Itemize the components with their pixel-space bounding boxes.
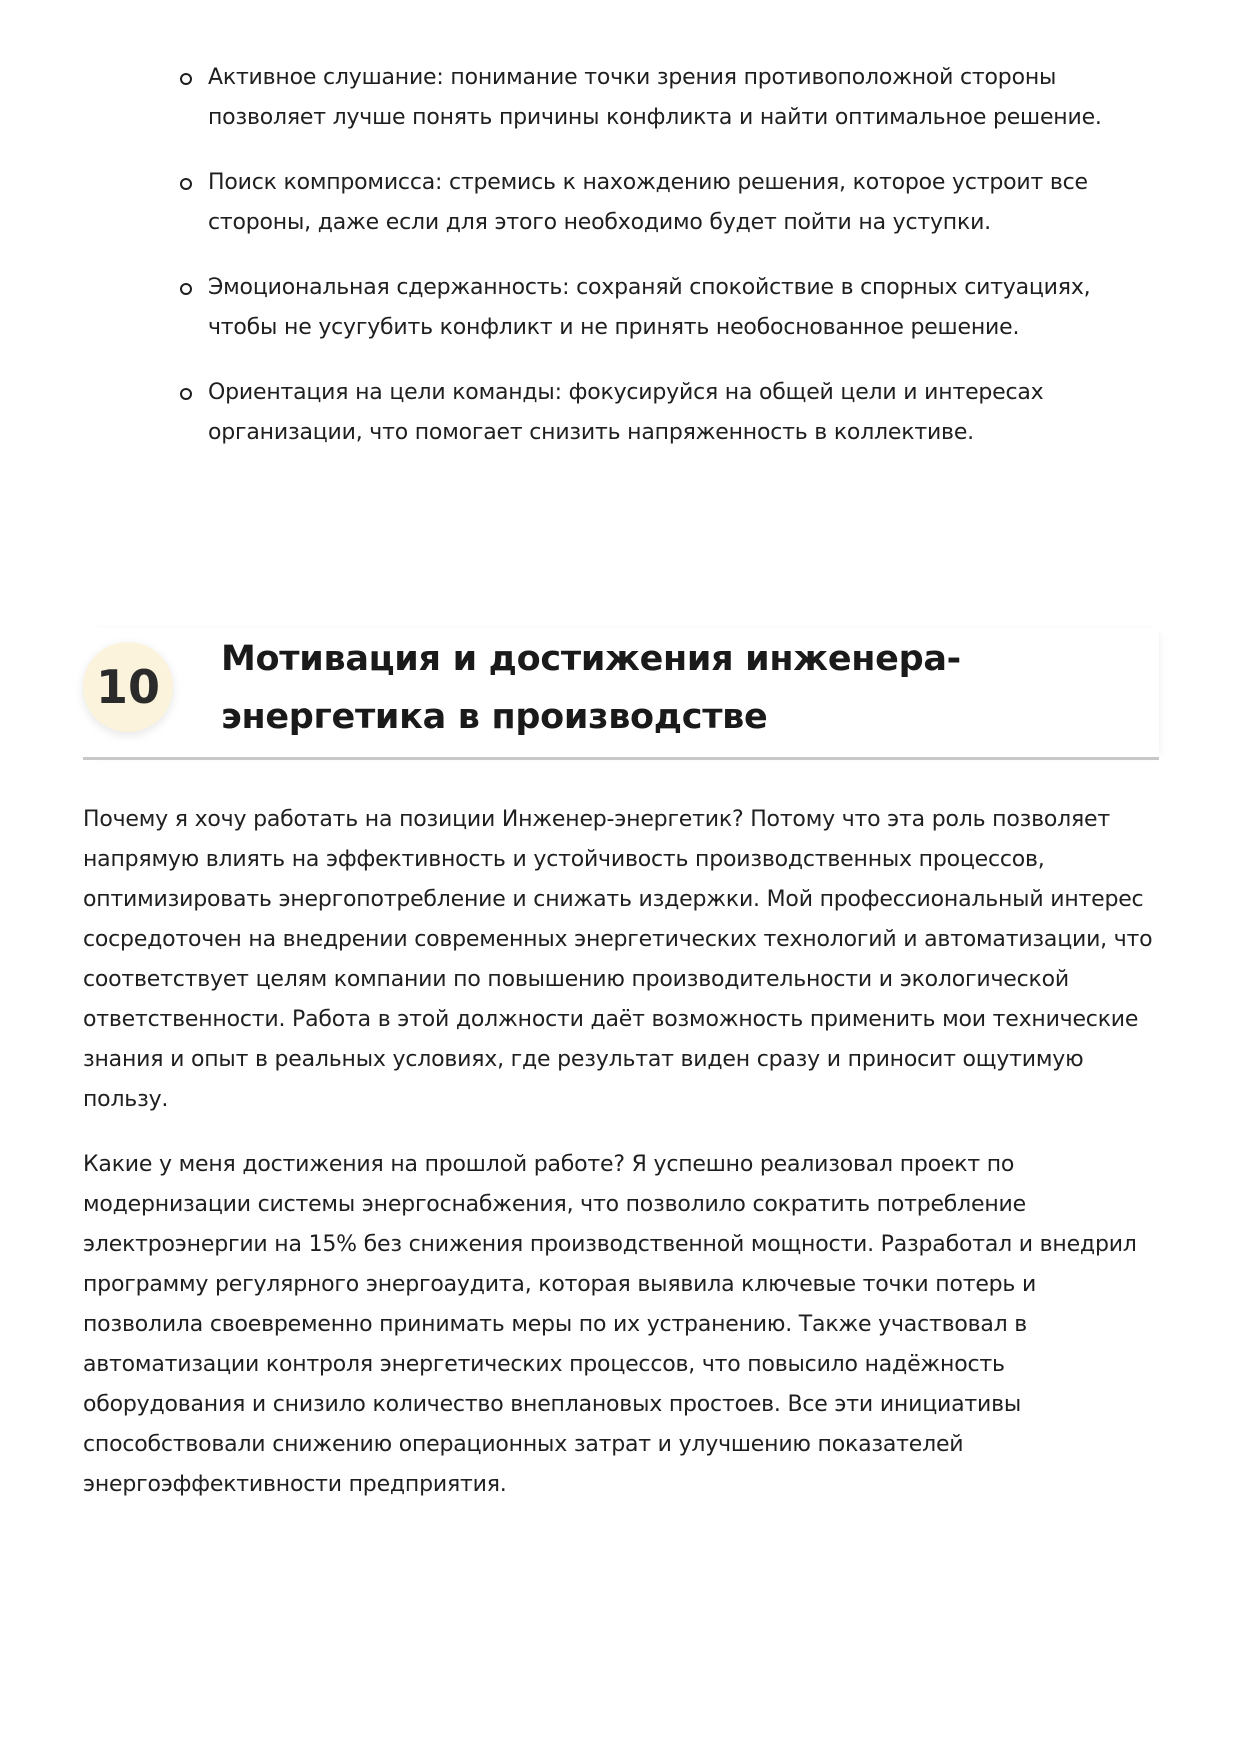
circle-bullet-icon [180,283,192,295]
paragraph-motivation: Почему я хочу работать на позиции Инженер-энергетик? Потому что эта роль позволяет напрямую влиять на эффективность и устойчивость производственных процессов, оптимизировать энергопотребление и снижать издержки. Мой профессиональный интерес сосредоточен на внедрении современных энергетических технологий и автоматизации, что соответствует целям компании по повышению производительности и экологической ответственности. Работа в этой должности даёт возможность применить мои технические знания и опыт в реальных условиях, где результат виден сразу и приносит ощутимую пользу. [83,807,1153,1112]
circle-bullet-icon [180,388,192,400]
section-title: Мотивация и достижения инженера-энергетика в производстве [221,639,961,737]
list-item-text: Активное слушание: понимание точки зрения противоположной стороны позволяет лучше понять причины конфликта и найти оптимальное решение. [208,65,1102,130]
list-item-text: Ориентация на цели команды: фокусируйся на общей цели и интересах организации, что помогает снизить напряженность в коллективе. [208,380,1044,445]
section-number-badge: 10 [83,642,173,732]
list-item-text: Поиск компромисса: стремись к нахождению решения, которое устроит все стороны, даже если для этого необходимо будет пойти на уступки. [208,170,1088,235]
section-header [83,628,1159,760]
section-body [83,800,1158,1530]
list-item [180,268,1120,348]
list-item [180,58,1120,138]
paragraph-achievements: Какие у меня достижения на прошлой работе? Я успешно реализовал проект по модернизации системы энергоснабжения, что позволило сократить потребление электроэнергии на 15% без снижения производственной мощности. Разработал и внедрил программу регулярного энергоаудита, которая выявила ключевые точки потерь и позволила своевременно принимать меры по их устранению. Также участвовал в автоматизации контроля энергетических процессов, что повысило надёжность оборудования и снизило количество внеплановых простоев. Все эти инициативы способствовали снижению операционных затрат и улучшению показателей энергоэффективности предприятия. [83,1152,1137,1497]
list-item [180,163,1120,243]
bullet-list [180,58,1120,478]
list-item-text: Эмоциональная сдержанность: сохраняй спокойствие в спорных ситуациях, чтобы не усугубить конфликт и не принять необоснованное решение. [208,275,1091,340]
list-item [180,373,1120,453]
circle-bullet-icon [180,178,192,190]
circle-bullet-icon [180,73,192,85]
